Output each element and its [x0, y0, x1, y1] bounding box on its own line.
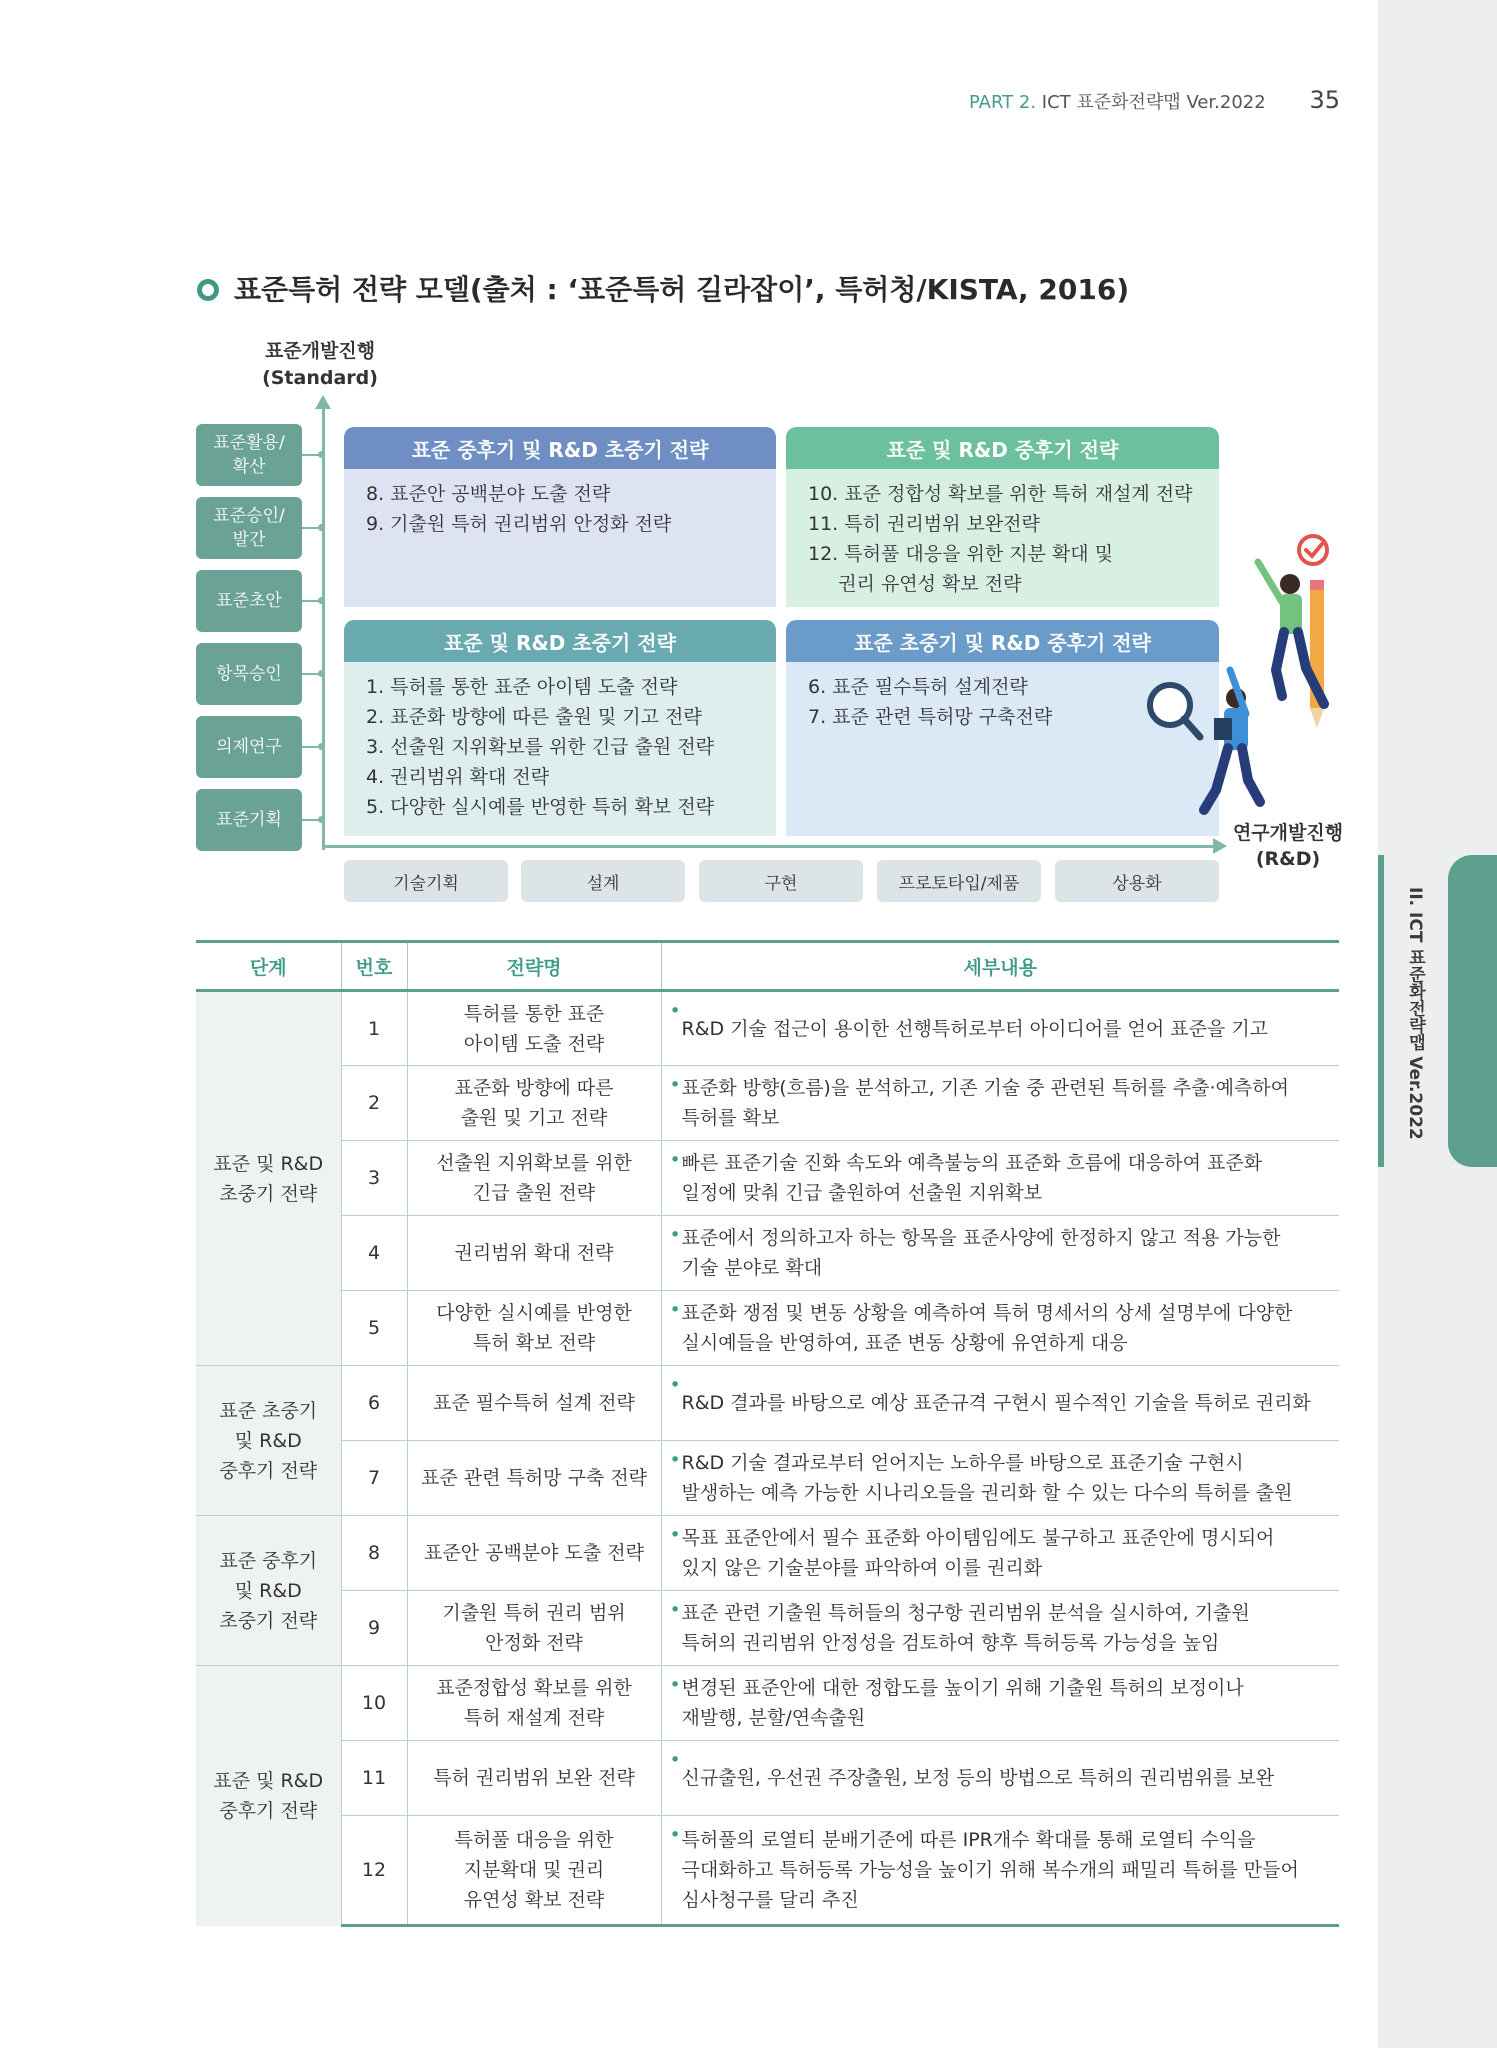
table-row: [196, 1666, 1339, 1741]
detail-cell: [661, 1141, 1339, 1216]
table-row: [196, 991, 1339, 1066]
strategy-item: 3. 선출원 지위확보를 위한 긴급 출원 전략: [366, 736, 715, 758]
table-row: [196, 1141, 1339, 1216]
x-axis-label-line: 연구개발진행: [1232, 822, 1344, 844]
strategy-box-body: [344, 469, 776, 549]
table-row: [196, 1591, 1339, 1666]
stage-tick: [302, 673, 322, 675]
detail-cell: [661, 1816, 1339, 1926]
table-row: [196, 1441, 1339, 1516]
table-row: [196, 1291, 1339, 1366]
strategy-box-title: 표준 및 R&D 초중기 전략: [344, 620, 776, 662]
stage-cell: [196, 1516, 341, 1666]
stage-label: [196, 497, 302, 559]
header-number: 번호: [341, 942, 407, 991]
y-axis-label-line: 표준개발진행: [264, 340, 376, 362]
strategy-name: [407, 1216, 661, 1291]
detail-line: • R&D 결과를 바탕으로 예상 표준규격 구현시 필수적인 기술을 특허로 권리화: [681, 1392, 1311, 1414]
header-strategy: 전략명: [407, 942, 661, 991]
strategy-name-line: 다양한 실시예를 반영한: [436, 1302, 632, 1324]
table-row: [196, 1066, 1339, 1141]
stage-cell-line: 표준 및 R&D: [213, 1769, 324, 1792]
stage-cell-line: 표준 및 R&D: [213, 1152, 324, 1175]
strategy-box-title: 표준 및 R&D 중후기 전략: [786, 427, 1219, 469]
detail-cell: [661, 1441, 1339, 1516]
table-row: [196, 1741, 1339, 1816]
strategy-name-line: 특허 확보 전략: [472, 1332, 596, 1354]
detail-cell: [661, 1066, 1339, 1141]
stage-label-line: 표준활용/: [213, 433, 285, 453]
stage-cell-line: 초중기 전략: [219, 1609, 318, 1632]
strategy-name-line: 특허를 통한 표준: [463, 1002, 605, 1025]
detail-line: • 특허풀의 로열티 분배기준에 따른 IPR개수 확대를 통해 로열티 수익을: [681, 1829, 1256, 1851]
header-detail: 세부내용: [661, 942, 1339, 991]
x-axis-label: [1218, 820, 1358, 872]
person-left-icon: [1204, 670, 1260, 810]
y-axis-label: [250, 338, 390, 392]
strategy-name-line: 표준정합성 확보를 위한: [436, 1677, 632, 1699]
detail-line: 특허의 권리범위 안정성을 검토하여 향후 특허등록 가능성을 높임: [681, 1632, 1220, 1654]
strategy-name: [407, 991, 661, 1066]
strategy-name-line: 유연성 확보 전략: [463, 1889, 605, 1911]
header-stage: 단계: [196, 942, 341, 991]
stage-cell-line: 표준 초중기: [219, 1399, 318, 1422]
row-number: 3: [341, 1141, 407, 1216]
stage-label: [196, 424, 302, 486]
section-title: 표준특허 전략 모델(출처 : ‘표준특허 길라잡이’, 특허청/KISTA, 2016): [234, 273, 1130, 306]
stage-label-line: 발간: [232, 530, 266, 550]
sidebar-tab[interactable]: [1448, 855, 1497, 1167]
strategy-name: [407, 1741, 661, 1816]
row-number: 10: [341, 1666, 407, 1741]
y-axis-line: [322, 404, 325, 850]
strategy-item: 권리 유연성 확보 전략: [808, 573, 1022, 595]
strategy-name-line: 권리범위 확대 전략: [454, 1242, 614, 1264]
detail-line: 극대화하고 특허등록 가능성을 높이기 위해 복수개의 패밀리 특허를 만들어: [681, 1859, 1299, 1881]
strategy-name-line: 지분확대 및 권리: [463, 1859, 605, 1881]
strategy-name-line: 선출원 지위확보를 위한: [436, 1152, 632, 1174]
stage-label: 의제연구: [196, 716, 302, 778]
strategy-item: 9. 기출원 특허 권리범위 안정화 전략: [366, 513, 672, 535]
strategy-name-line: 특허 권리범위 보완 전략: [433, 1767, 635, 1789]
detail-line: • R&D 기술 결과로부터 얻어지는 노하우를 바탕으로 표준기술 구현시: [681, 1452, 1244, 1474]
x-category: 프로토타입/제품: [877, 860, 1041, 902]
detail-cell: [661, 1516, 1339, 1591]
row-number: 12: [341, 1816, 407, 1926]
detail-cell: [661, 1291, 1339, 1366]
stage-tick: [302, 746, 322, 748]
detail-line: • 표준화 쟁점 및 변동 상황을 예측하여 특허 명세서의 상세 설명부에 다양한: [681, 1302, 1293, 1324]
strategy-name-line: 표준안 공백분야 도출 전략: [423, 1542, 644, 1564]
x-axis-line: [322, 845, 1215, 848]
stage-cell: [196, 1366, 341, 1516]
detail-line: • 표준화 방향(흐름)을 분석하고, 기존 기술 중 관련된 특허를 추출·예측하여: [681, 1077, 1289, 1099]
strategy-item: 4. 권리범위 확대 전략: [366, 766, 550, 788]
strategy-name-line: 표준 필수특허 설계 전략: [433, 1392, 635, 1414]
header-part: PART 2.: [968, 92, 1037, 113]
detail-line: • 표준에서 정의하고자 하는 항목을 표준사양에 한정하지 않고 적용 가능한: [681, 1227, 1281, 1249]
detail-line: 있지 않은 기술분야를 파악하여 이를 권리화: [681, 1557, 1043, 1579]
table-row: [196, 1816, 1339, 1926]
detail-line: 특허를 확보: [681, 1107, 780, 1129]
detail-cell: [661, 1216, 1339, 1291]
strategy-name-line: 아이템 도출 전략: [463, 1032, 605, 1055]
strategy-item: 5. 다양한 실시예를 반영한 특허 확보 전략: [366, 796, 715, 818]
sidebar-label: II. ICT 표준화전략맵 Ver.2022: [1405, 887, 1425, 1140]
x-axis-label-line: (R&D): [1255, 848, 1321, 870]
detail-line: 발생하는 예측 가능한 시나리오들을 권리화 할 수 있는 다수의 특허를 출원: [681, 1482, 1293, 1504]
checkmark-icon: [1299, 536, 1327, 564]
row-number: 11: [341, 1741, 407, 1816]
strategy-table: [196, 940, 1339, 1927]
detail-cell: [661, 1366, 1339, 1441]
strategy-name: [407, 1666, 661, 1741]
x-category: 기술기획: [344, 860, 508, 902]
strategy-name-line: 긴급 출원 전략: [472, 1182, 596, 1204]
table-row: [196, 1366, 1339, 1441]
strategy-name-line: 출원 및 기고 전략: [460, 1107, 608, 1129]
strategy-box: [344, 427, 776, 607]
table-row: [196, 1216, 1339, 1291]
stage-label-line: 표준승인/: [213, 506, 285, 526]
strategy-box-title: 표준 중후기 및 R&D 초중기 전략: [344, 427, 776, 469]
detail-line: 심사청구를 달리 추진: [681, 1889, 859, 1911]
strategy-name-line: 기출원 특허 권리 범위: [442, 1602, 626, 1624]
detail-cell: [661, 991, 1339, 1066]
strategy-item: 11. 특히 권리범위 보완전략: [808, 513, 1040, 535]
strategy-box: [344, 620, 776, 836]
strategy-name: [407, 1141, 661, 1216]
strategy-item: 12. 특허풀 대응을 위한 지분 확대 및: [808, 543, 1114, 565]
strategy-name: [407, 1441, 661, 1516]
row-number: 4: [341, 1216, 407, 1291]
stage-cell-line: 및 R&D: [234, 1429, 302, 1452]
stage-tick: [302, 527, 322, 529]
x-category: 상용화: [1055, 860, 1219, 902]
row-number: 5: [341, 1291, 407, 1366]
stage-tick: [302, 600, 322, 602]
strategy-name-line: 표준 관련 특허망 구축 전략: [420, 1467, 648, 1489]
stage-cell-line: 중후기 전략: [219, 1799, 318, 1822]
strategy-name: [407, 1516, 661, 1591]
detail-cell: [661, 1666, 1339, 1741]
strategy-item: 8. 표준안 공백분야 도출 전략: [366, 483, 611, 505]
title-bullet-icon: [197, 279, 219, 301]
detail-cell: [661, 1591, 1339, 1666]
detail-cell: [661, 1741, 1339, 1816]
magnifier-icon: [1150, 685, 1200, 737]
x-category: 설계: [521, 860, 685, 902]
x-category: 구현: [699, 860, 863, 902]
stage-label: 표준기획: [196, 789, 302, 851]
row-number: 1: [341, 991, 407, 1066]
strategy-name: [407, 1066, 661, 1141]
strategy-name: [407, 1291, 661, 1366]
table-row: [196, 1516, 1339, 1591]
strategy-box-title: 표준 초중기 및 R&D 중후기 전략: [786, 620, 1219, 662]
detail-line: • R&D 기술 접근이 용이한 선행특허로부터 아이디어를 얻어 표준을 기고: [681, 1017, 1269, 1040]
stage-label-line: 확산: [232, 457, 266, 477]
detail-line: 재발행, 분할/연속출원: [681, 1707, 866, 1729]
sidebar-accent-line: [1378, 855, 1384, 1167]
page-header: [0, 86, 1340, 114]
detail-line: • 신규출원, 우선권 주장출원, 보정 등의 방법으로 특허의 권리범위를 보완: [681, 1767, 1275, 1789]
strategy-name-line: 특허풀 대응을 위한: [454, 1829, 614, 1851]
strategy-item: 7. 표준 관련 특허망 구축전략: [808, 706, 1053, 728]
row-number: 2: [341, 1066, 407, 1141]
strategy-item: 1. 특허를 통한 표준 아이템 도출 전략: [366, 676, 678, 698]
strategy-item: 2. 표준화 방향에 따른 출원 및 기고 전략: [366, 706, 702, 728]
stage-tick: [302, 454, 322, 456]
strategy-name-line: 표준화 방향에 따른: [454, 1077, 614, 1099]
stage-cell-line: 표준 중후기: [219, 1549, 318, 1572]
researchers-illustration: [1130, 520, 1360, 820]
detail-line: 실시예들을 반영하여, 표준 변동 상황에 유연하게 대응: [681, 1332, 1128, 1354]
stage-cell-line: 및 R&D: [234, 1579, 302, 1602]
stage-cell: [196, 1666, 341, 1926]
strategy-name: [407, 1366, 661, 1441]
strategy-name: [407, 1816, 661, 1926]
row-number: 9: [341, 1591, 407, 1666]
row-number: 6: [341, 1366, 407, 1441]
strategy-name-line: 특허 재설계 전략: [463, 1707, 605, 1729]
strategy-name: [407, 1591, 661, 1666]
strategy-name-line: 안정화 전략: [485, 1632, 583, 1654]
stage-cell: [196, 991, 341, 1366]
stage-cell-line: 초중기 전략: [219, 1182, 318, 1205]
y-axis-label-line: (Standard): [262, 367, 378, 389]
detail-line: • 목표 표준안에서 필수 표준화 아이템임에도 불구하고 표준안에 명시되어: [681, 1527, 1275, 1549]
strategy-item: 10. 표준 정합성 확보를 위한 특허 재설계 전략: [808, 483, 1193, 505]
detail-line: • 변경된 표준안에 대한 정합도를 높이기 위해 기출원 특허의 보정이나: [681, 1677, 1244, 1699]
stage-label: 표준초안: [196, 570, 302, 632]
row-number: 8: [341, 1516, 407, 1591]
header-title: ICT 표준화전략맵 Ver.2022: [1041, 92, 1266, 113]
page-number: 35: [1309, 86, 1340, 114]
detail-line: • 표준 관련 기출원 특허들의 청구항 권리범위 분석을 실시하여, 기출원: [681, 1602, 1250, 1624]
stage-cell-line: 중후기 전략: [219, 1459, 318, 1482]
strategy-box-body: [344, 662, 776, 832]
strategy-item: 6. 표준 필수특허 설계전략: [808, 676, 1028, 698]
detail-line: • 빠른 표준기술 진화 속도와 예측불능의 표준화 흐름에 대응하여 표준화: [681, 1152, 1263, 1174]
detail-line: 기술 분야로 확대: [681, 1257, 823, 1279]
stage-tick: [302, 819, 322, 821]
row-number: 7: [341, 1441, 407, 1516]
stage-label: 항목승인: [196, 643, 302, 705]
detail-line: 일정에 맞춰 긴급 출원하여 선출원 지위확보: [681, 1182, 1043, 1204]
